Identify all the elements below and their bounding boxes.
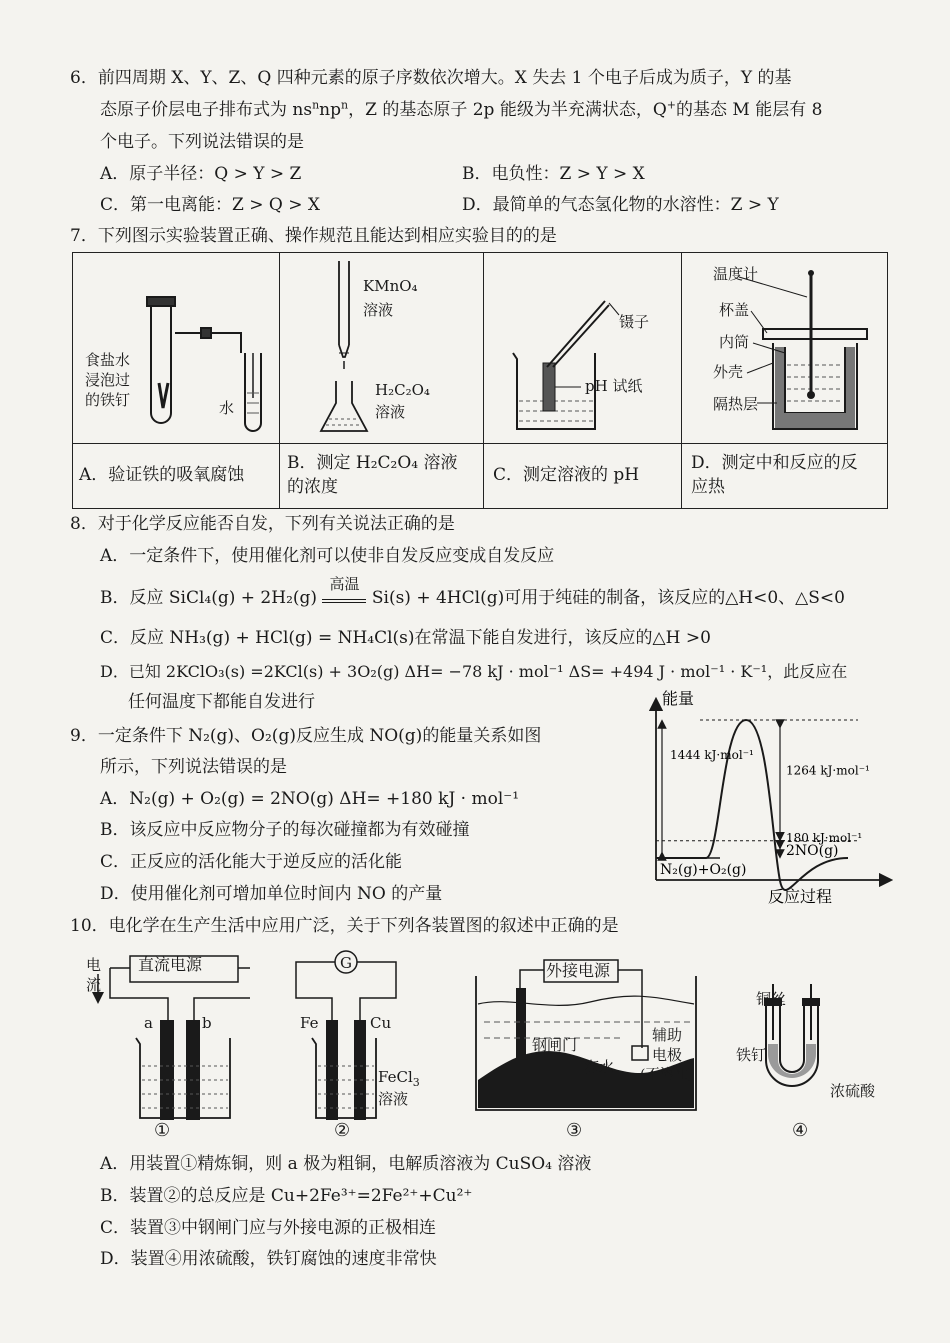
- q7-figD-label-thermometer: 温度计: [713, 265, 759, 283]
- q7-figD-caption-line1[interactable]: D．测定中和反应的反: [691, 453, 858, 473]
- q9-annotation-180: 180 kJ·mol⁻¹: [786, 831, 863, 845]
- q6-stem-part: 的基态 M 能层有 8: [676, 100, 823, 120]
- q7-figA-label-salt1: 食盐水: [85, 351, 131, 369]
- q6-stem-part: ，Z 的基态原子 2p 能级为半充满状态，Q: [348, 100, 667, 120]
- q10-fig3-power-label: 外接电源: [546, 961, 611, 980]
- q10-fig1-number: ①: [154, 1120, 171, 1141]
- q10-fig3-gate-label: 钢闸门: [532, 1036, 578, 1054]
- q10-fig3-sea-label: 海水: [584, 1058, 615, 1076]
- q9-option-b[interactable]: B．该反应中反应物分子的每次碰撞都为有效碰撞: [100, 820, 470, 840]
- q10-fig3-number: ③: [566, 1120, 583, 1141]
- q7-figure-table: [72, 252, 888, 509]
- q9-annotation-1264: 1264 kJ·mol⁻¹: [786, 763, 870, 778]
- q6-sup: n: [312, 98, 320, 112]
- q10-fig2-apparatus: [290, 948, 440, 1141]
- q8-option-b-part1: B．反应 SiCl₄(g) + 2H₂(g): [100, 588, 318, 608]
- q7-figB-label-kmno4-sol: 溶液: [363, 301, 394, 319]
- q6-stem-line1: 6．前四周期 X、Y、Z、Q 四种元素的原子序数依次增大。X 失去 1 个电子后成为质子，Y 的基: [70, 68, 792, 88]
- q7-figB-caption-line2: 的浓度: [287, 477, 338, 497]
- q10-fig3-aux-label-3: (不溶性): [640, 1067, 693, 1083]
- q10-option-b[interactable]: B．装置②的总反应是 Cu+2Fe³⁺=2Fe²⁺+Cu²⁺: [100, 1186, 473, 1206]
- q10-fig1-apparatus: [80, 948, 250, 1141]
- q9-option-a[interactable]: A．N₂(g) + O₂(g) = 2NO(g) ΔH= +180 kJ · mol⁻¹: [100, 789, 520, 809]
- q9-annotation-1444: 1444 kJ·mol⁻¹: [670, 748, 754, 762]
- q10-fig2-solution-line1: [378, 1068, 420, 1089]
- q10-fig2-solution-text: FeCl: [378, 1068, 413, 1086]
- q10-fig2-solution-sub: 3: [412, 1076, 420, 1089]
- q10-option-d[interactable]: D．装置④用浓硫酸，铁钉腐蚀的速度非常快: [100, 1249, 437, 1269]
- q9-xlabel: 反应过程: [768, 887, 833, 906]
- q10-fig4-cu-wire-label: 铜丝: [756, 990, 787, 1008]
- q10-fig3-aux-label-2: 电极: [652, 1046, 683, 1064]
- q8-option-b-part2: Si(s) + 4HCl(g)可用于纯硅的制备，该反应的△H<0、△S<0: [371, 588, 845, 608]
- q9-option-d[interactable]: D．使用催化剂可增加单位时间内 NO 的产量: [100, 884, 443, 904]
- q10-fig1-electrode-b: b: [202, 1014, 212, 1032]
- q9-stem-line2: 所示，下列说法错误的是: [100, 757, 287, 777]
- q7-figC-apparatus: [483, 253, 681, 443]
- q8-option-b[interactable]: [100, 575, 845, 610]
- q10-fig2-cu-label: Cu: [370, 1014, 392, 1032]
- q10-fig2-solution-line2: 溶液: [378, 1090, 409, 1108]
- q6-option-c[interactable]: C．第一电离能：Z > Q > X: [100, 195, 320, 215]
- q9-stem-line1: 9．一定条件下 N₂(g)、O₂(g)反应生成 NO(g)的能量关系如图: [70, 726, 542, 746]
- q7-figB-caption-line1[interactable]: B．测定 H₂C₂O₄ 溶液: [287, 453, 458, 473]
- q10-fig4-fe-nail-label: 铁钉: [736, 1046, 767, 1064]
- q10-fig4-number: ④: [792, 1120, 809, 1141]
- q7-figD-caption-line2: 应热: [691, 477, 725, 497]
- q7-figB-label-h2c2o4-sol: 溶液: [375, 403, 406, 421]
- q8-stem: 8．对于化学反应能否自发，下列有关说法正确的是: [70, 514, 455, 534]
- q6-sup: +: [666, 98, 676, 112]
- q10-fig1-electrode-a: a: [144, 1014, 153, 1032]
- q7-stem: 7．下列图示实验装置正确、操作规范且能达到相应实验目的的是: [70, 226, 557, 246]
- q7-figD-apparatus: [681, 253, 887, 443]
- q6-stem-line3: 个电子。下列说法错误的是: [100, 132, 304, 152]
- q10-option-a[interactable]: A．用装置①精炼铜，则 a 极为粗铜，电解质溶液为 CuSO₄ 溶液: [100, 1154, 592, 1174]
- q10-fig2-number: ②: [334, 1120, 351, 1141]
- q10-option-c[interactable]: C．装置③中钢闸门应与外接电源的正极相连: [100, 1218, 437, 1238]
- q7-figD-label-insulation: 隔热层: [713, 395, 759, 413]
- q7-figA-label-salt3: 的铁钉: [85, 391, 131, 409]
- q10-fig1-current-label-2: 流: [86, 976, 102, 994]
- q6-stem-part: 态原子价层电子排布式为 ns: [100, 100, 313, 120]
- q7-figD-label-outer: 外壳: [713, 363, 744, 381]
- q7-figB-label-h2c2o4: H₂C₂O₄: [375, 381, 430, 399]
- q7-figA-label-salt2: 浸泡过: [85, 371, 131, 389]
- q7-figA-caption[interactable]: A．验证铁的吸氧腐蚀: [79, 465, 245, 485]
- q8-option-d-line1[interactable]: D．已知 2KClO₃(s) =2KCl(s) + 3O₂(g) ΔH= −78 kJ · mol⁻¹ ΔS= +494 J · mol⁻¹ · K⁻¹，此反应在: [100, 662, 848, 681]
- q10-fig1-current-label-1: 电: [86, 956, 102, 974]
- q7-figA-apparatus: [73, 253, 279, 443]
- q7-figC-label-tweezers: 镊子: [619, 313, 650, 331]
- q8-option-b-condition: [322, 575, 366, 603]
- q10-fig2-galvanometer: G: [340, 954, 352, 972]
- q7-figA-label-water: 水: [219, 399, 235, 417]
- q10-fig1-power-label: 直流电源: [138, 955, 203, 974]
- q9-energy-diagram: [640, 684, 900, 908]
- q8-condition-text: 高温: [329, 575, 360, 593]
- q7-figD-label-inner: 内筒: [719, 333, 750, 351]
- q10-stem: 10．电化学在生产生活中应用广泛，关于下列各装置图的叙述中正确的是: [70, 916, 619, 936]
- q10-fig3-aux-label-1: 辅助: [652, 1026, 683, 1044]
- q6-option-d[interactable]: D．最简单的气态氢化物的水溶性：Z > Y: [462, 195, 779, 215]
- q9-option-c[interactable]: C．正反应的活化能大于逆反应的活化能: [100, 852, 403, 872]
- q9-ylabel: 能量: [662, 689, 695, 708]
- q6-stem-part: np: [319, 100, 342, 120]
- q9-reactants-label: N₂(g)+O₂(g): [660, 862, 747, 878]
- q6-option-b[interactable]: B．电负性：Z > Y > X: [462, 164, 645, 184]
- q7-figB-label-kmno4: KMnO₄: [363, 277, 418, 295]
- q10-fig2-fe-label: Fe: [300, 1014, 319, 1032]
- q10-fig4-acid-label: 浓硫酸: [830, 1082, 876, 1100]
- q6-option-a[interactable]: A．原子半径：Q > Y > Z: [100, 164, 302, 184]
- q9-products-label: 2NO(g): [786, 842, 839, 859]
- q6-sup: n: [341, 98, 349, 112]
- q6-stem-line2: [100, 98, 822, 122]
- q8-option-a[interactable]: A．一定条件下，使用催化剂可以使非自发反应变成自发反应: [100, 546, 555, 566]
- q8-option-c[interactable]: C．反应 NH₃(g) + HCl(g) = NH₄Cl(s)在常温下能自发进行，该反应的△H >0: [100, 628, 711, 648]
- q7-figC-caption[interactable]: C．测定溶液的 pH: [493, 465, 640, 485]
- q7-figD-label-lid: 杯盖: [719, 301, 750, 319]
- q7-figC-label-ph-paper: pH 试纸: [585, 377, 643, 395]
- q8-option-d-line2: 任何温度下都能自发进行: [128, 692, 315, 712]
